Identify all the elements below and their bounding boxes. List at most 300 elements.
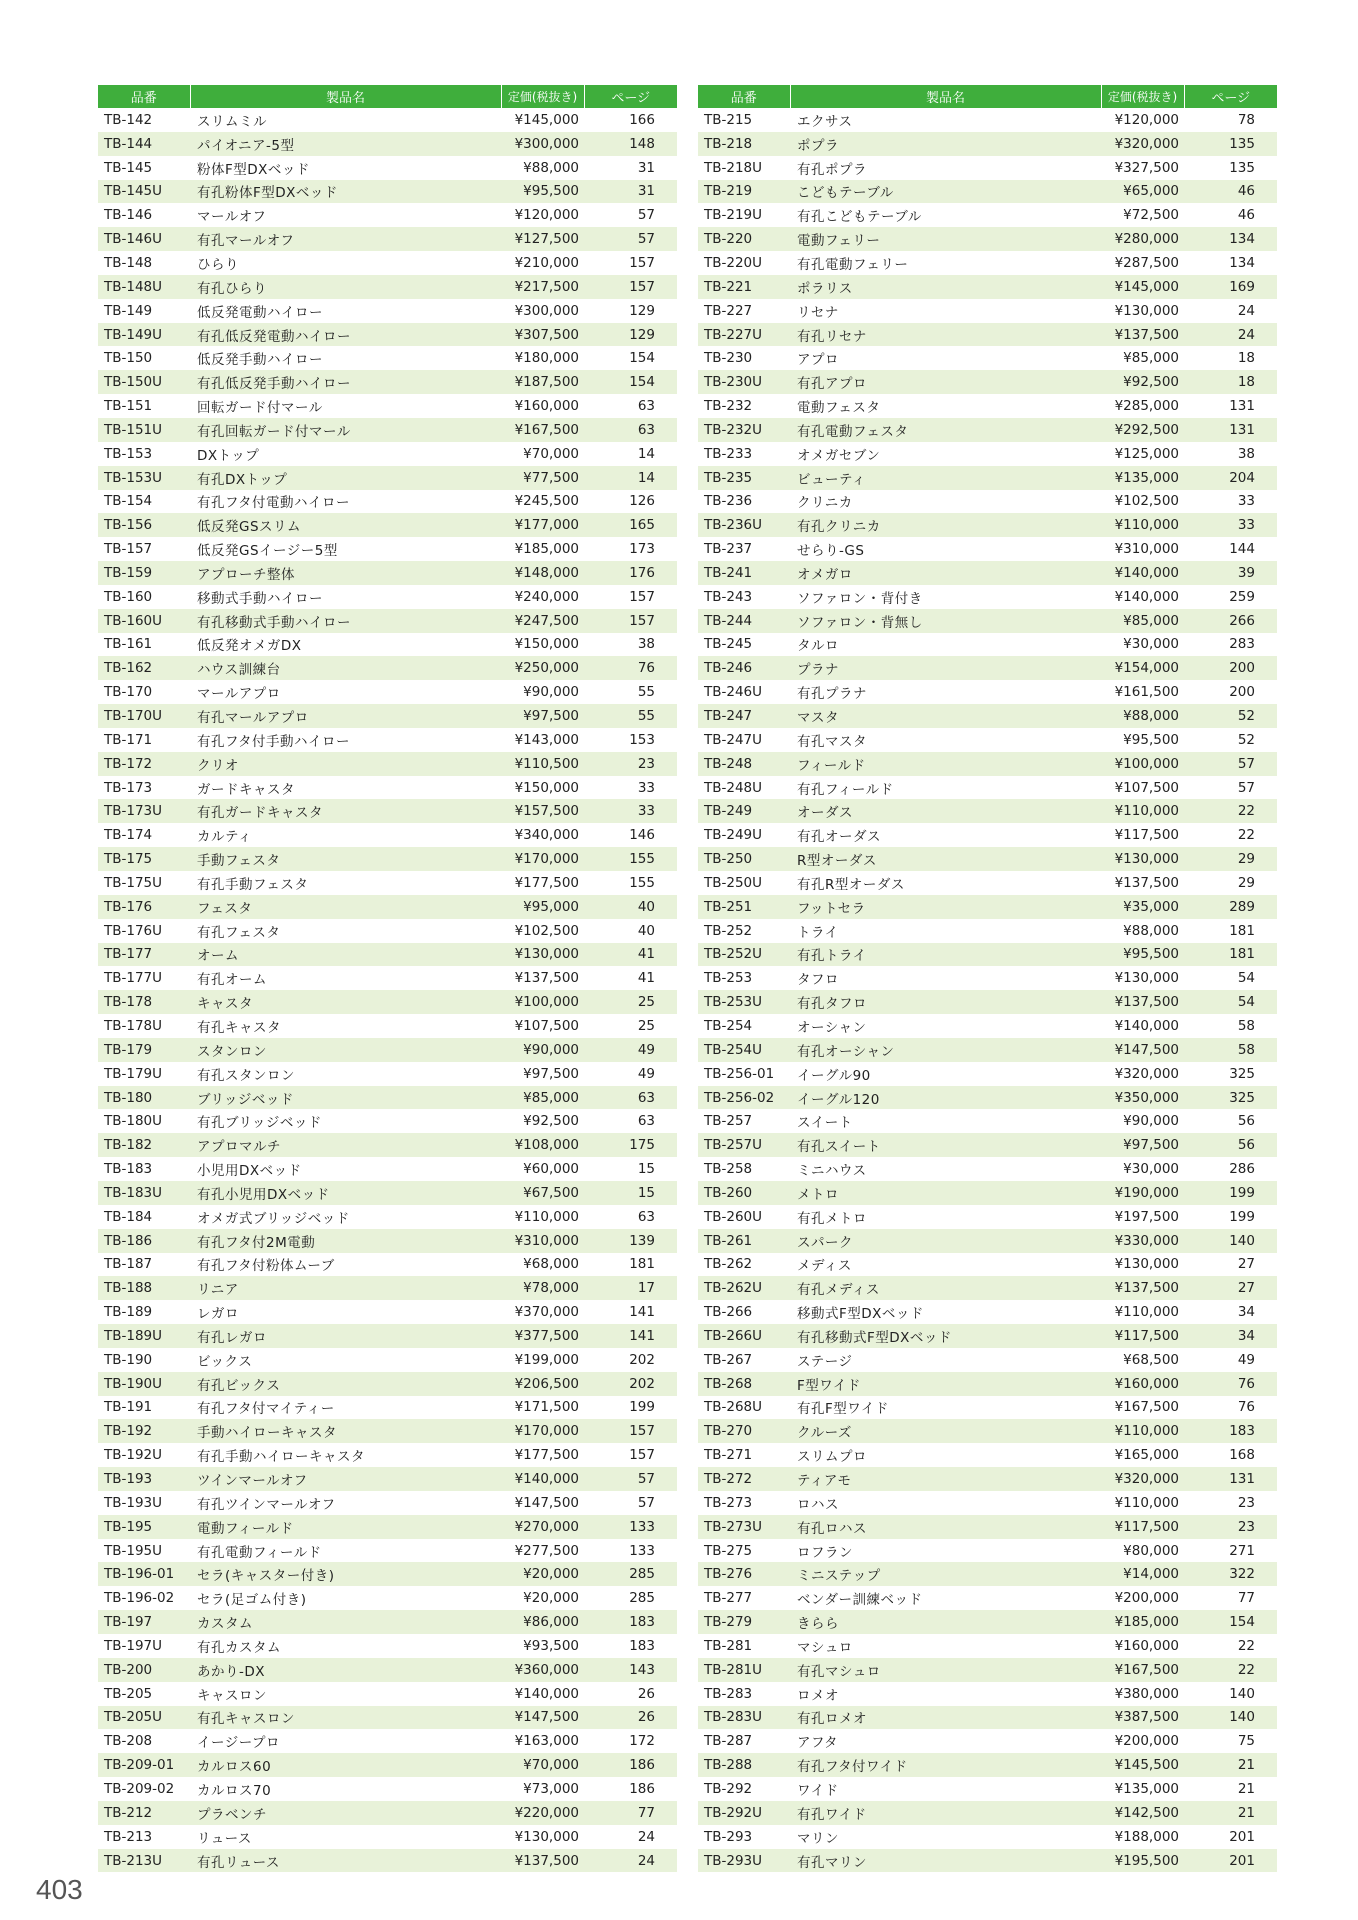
product-name: イーグル90 — [797, 1067, 871, 1084]
product-code: TB-195 — [98, 1515, 190, 1539]
table-row — [698, 1443, 1277, 1467]
product-code: TB-279 — [698, 1610, 790, 1634]
product-code: TB-156 — [98, 513, 190, 537]
product-code: TB-219U — [704, 207, 763, 224]
product-name: 移動式F型DXベッド — [797, 1306, 924, 1323]
table-row — [98, 108, 677, 132]
product-name: ティアモ — [790, 1467, 1101, 1491]
catalog-page: 181 — [1229, 922, 1255, 939]
catalog-page: 63 — [584, 1086, 677, 1110]
product-code: TB-250U — [704, 874, 763, 891]
product-code: TB-254U — [698, 1038, 790, 1062]
catalog-page: 39 — [1184, 561, 1277, 585]
table-row — [98, 1086, 677, 1110]
product-name: ソファロン・背付き — [797, 590, 923, 607]
product-name: 低反発オメガDX — [197, 638, 302, 655]
table-row — [98, 251, 677, 275]
catalog-page: 131 — [1184, 1467, 1277, 1491]
product-name: 有孔マールオフ — [190, 227, 501, 251]
catalog-page: 285 — [629, 1590, 655, 1607]
catalog-page: 139 — [584, 1229, 677, 1253]
product-code: TB-179 — [98, 1038, 190, 1062]
product-name: 有孔スイート — [790, 1133, 1101, 1157]
product-price: ¥130,000 — [501, 943, 584, 967]
product-code: TB-192 — [98, 1419, 190, 1443]
header-price: 定価(税抜き) — [1101, 85, 1184, 108]
table-row — [98, 156, 677, 180]
catalog-page: 322 — [1184, 1562, 1277, 1586]
product-price: ¥95,500 — [501, 180, 584, 204]
table-row — [698, 1729, 1277, 1753]
product-name: 有孔フタ付粉体ムーブ — [197, 1258, 335, 1275]
product-name: スタンロン — [190, 1038, 501, 1062]
catalog-page: 54 — [1184, 990, 1277, 1014]
product-code: TB-283U — [698, 1706, 790, 1730]
product-price: ¥85,000 — [501, 1086, 584, 1110]
header-page: ページ — [584, 85, 677, 108]
table-row — [98, 1562, 677, 1586]
product-name: ソファロン・背無し — [790, 609, 1101, 633]
catalog-page: 34 — [1184, 1324, 1277, 1348]
catalog-page: 40 — [584, 895, 677, 919]
product-code: TB-275 — [704, 1542, 753, 1559]
product-code: TB-179U — [104, 1065, 163, 1082]
product-price: ¥310,000 — [501, 1229, 584, 1253]
product-price: ¥320,000 — [1101, 132, 1184, 156]
product-code: TB-256-01 — [704, 1065, 775, 1082]
catalog-page: 24 — [1184, 323, 1277, 347]
product-price: ¥20,000 — [523, 1590, 579, 1607]
product-price: ¥77,500 — [501, 466, 584, 490]
table-row — [98, 1038, 677, 1062]
product-price: ¥140,000 — [1101, 561, 1184, 585]
product-code: TB-247U — [704, 731, 763, 748]
product-table-right — [698, 85, 1277, 1872]
table-row — [698, 1610, 1277, 1634]
catalog-page: 144 — [1229, 541, 1255, 558]
product-code: TB-277 — [704, 1590, 753, 1607]
catalog-page: 168 — [1229, 1447, 1255, 1464]
product-price: ¥90,000 — [523, 684, 579, 701]
product-price: ¥137,500 — [514, 970, 579, 987]
product-name: フィールド — [790, 752, 1101, 776]
table-row — [698, 871, 1277, 895]
table-row — [98, 1634, 677, 1658]
product-price: ¥280,000 — [1101, 227, 1184, 251]
table-row — [698, 1109, 1277, 1133]
catalog-page: 56 — [1237, 1113, 1255, 1130]
product-price: ¥145,000 — [1101, 275, 1184, 299]
product-price: ¥78,000 — [501, 1276, 584, 1300]
table-row — [98, 919, 677, 943]
product-code: TB-246U — [704, 684, 763, 701]
catalog-page: 146 — [629, 827, 655, 844]
product-code: TB-190U — [98, 1372, 190, 1396]
product-name: タフロ — [797, 972, 839, 989]
product-code: TB-273 — [704, 1494, 753, 1511]
product-code: TB-189 — [104, 1304, 153, 1321]
catalog-page: 63 — [637, 398, 655, 415]
catalog-page: 183 — [584, 1610, 677, 1634]
product-price: ¥247,500 — [501, 609, 584, 633]
catalog-page: 25 — [584, 990, 677, 1014]
product-price: ¥137,500 — [1101, 990, 1184, 1014]
product-price: ¥200,000 — [1114, 1590, 1179, 1607]
catalog-page: 49 — [584, 1038, 677, 1062]
product-code: TB-209-02 — [104, 1780, 175, 1797]
product-price: ¥102,500 — [1114, 493, 1179, 510]
product-name: オメガセブン — [797, 447, 881, 464]
table-row — [98, 1753, 677, 1777]
product-code: TB-146 — [104, 207, 153, 224]
product-code: TB-149 — [104, 302, 153, 319]
product-code: TB-183 — [104, 1161, 153, 1178]
table-row — [698, 513, 1277, 537]
product-name: 粉体F型DXベッド — [197, 161, 310, 178]
product-name: ベンダー訓練ベッド — [797, 1592, 923, 1609]
product-name: セラ(足ゴム付き) — [197, 1592, 307, 1609]
product-price: ¥30,000 — [1123, 1161, 1179, 1178]
product-name: ビックス — [197, 1353, 253, 1370]
product-price: ¥137,500 — [501, 1849, 584, 1873]
catalog-page: 57 — [637, 207, 655, 224]
product-price: ¥292,500 — [1101, 418, 1184, 442]
product-code: TB-292 — [704, 1780, 753, 1797]
catalog-page: 31 — [637, 159, 655, 176]
product-code: TB-209-01 — [98, 1753, 190, 1777]
catalog-page: 166 — [629, 111, 655, 128]
product-price: ¥167,500 — [501, 418, 584, 442]
product-price: ¥177,500 — [514, 874, 579, 891]
catalog-page: 135 — [1184, 132, 1277, 156]
table-row — [698, 442, 1277, 466]
product-price: ¥68,000 — [523, 1256, 579, 1273]
product-price: ¥143,000 — [514, 731, 579, 748]
product-code: TB-293 — [704, 1828, 753, 1845]
product-code: TB-248U — [704, 779, 763, 796]
product-name: オーシャン — [797, 1019, 867, 1036]
product-code: TB-221 — [698, 275, 790, 299]
product-code: TB-183U — [98, 1181, 190, 1205]
product-code: TB-197U — [104, 1637, 163, 1654]
table-row — [698, 799, 1277, 823]
product-price: ¥140,000 — [501, 1467, 584, 1491]
product-price: ¥72,500 — [1123, 207, 1179, 224]
product-name: オーム — [190, 943, 501, 967]
product-code: TB-245 — [704, 636, 753, 653]
product-code: TB-213U — [98, 1849, 190, 1873]
product-price: ¥157,500 — [501, 799, 584, 823]
table-row — [698, 1777, 1277, 1801]
product-name: ロメオ — [797, 1687, 839, 1704]
product-price: ¥70,000 — [501, 1753, 584, 1777]
product-price: ¥147,500 — [514, 1494, 579, 1511]
catalog-page: 140 — [1184, 1229, 1277, 1253]
table-row — [98, 895, 677, 919]
product-name: 低反発手動ハイロー — [197, 352, 323, 369]
product-code: TB-220U — [704, 254, 763, 271]
catalog-page: 22 — [1237, 1637, 1255, 1654]
product-name: 有孔ブリッジベッド — [197, 1115, 322, 1132]
catalog-page: 204 — [1184, 466, 1277, 490]
product-code: TB-268 — [698, 1372, 790, 1396]
product-name: クリニカ — [797, 495, 853, 512]
table-row — [98, 1539, 677, 1563]
product-price: ¥130,000 — [1101, 847, 1184, 871]
table-row — [98, 1682, 677, 1706]
product-price: ¥110,000 — [1101, 799, 1184, 823]
catalog-page: 63 — [584, 418, 677, 442]
table-row — [98, 728, 677, 752]
product-price: ¥140,000 — [514, 1685, 579, 1702]
product-name: イーグル120 — [790, 1086, 1101, 1110]
product-price: ¥160,000 — [1114, 1637, 1179, 1654]
product-price: ¥85,000 — [1123, 350, 1179, 367]
table-row — [698, 1014, 1277, 1038]
product-name: クリオ — [190, 752, 501, 776]
table-row — [698, 1086, 1277, 1110]
product-price: ¥161,500 — [1114, 684, 1179, 701]
product-name: スイート — [797, 1115, 853, 1132]
catalog-page: 141 — [584, 1324, 677, 1348]
catalog-page: 181 — [1184, 943, 1277, 967]
product-price: ¥120,000 — [514, 207, 579, 224]
product-code: TB-230U — [698, 370, 790, 394]
table-row — [98, 346, 677, 370]
product-price: ¥30,000 — [1123, 636, 1179, 653]
product-code: TB-172 — [98, 752, 190, 776]
product-code: TB-187 — [104, 1256, 153, 1273]
table-row — [698, 1181, 1277, 1205]
table-row — [98, 1586, 677, 1610]
catalog-page: 129 — [584, 323, 677, 347]
product-name: ガードキャスタ — [197, 781, 295, 798]
product-price: ¥287,500 — [1114, 254, 1179, 271]
product-code: TB-232 — [704, 398, 753, 415]
catalog-page: 140 — [1229, 1685, 1255, 1702]
table-row — [698, 275, 1277, 299]
product-price: ¥150,000 — [514, 636, 579, 653]
product-code: TB-160U — [98, 609, 190, 633]
table-row — [98, 466, 677, 490]
catalog-page: 154 — [629, 350, 655, 367]
catalog-page: 153 — [629, 731, 655, 748]
table-row — [698, 1396, 1277, 1420]
product-code: TB-220 — [698, 227, 790, 251]
catalog-page: 41 — [584, 943, 677, 967]
table-row — [698, 704, 1277, 728]
product-code: TB-161 — [104, 636, 153, 653]
product-name: ブリッジベッド — [190, 1086, 501, 1110]
product-name: 有孔トライ — [790, 943, 1101, 967]
product-name: アプロマルチ — [190, 1133, 501, 1157]
catalog-page: 29 — [1184, 847, 1277, 871]
table-row — [98, 1801, 677, 1825]
catalog-page: 18 — [1237, 350, 1255, 367]
product-code: TB-154 — [104, 493, 153, 510]
catalog-page: 49 — [637, 1065, 655, 1082]
catalog-page: 76 — [1184, 1372, 1277, 1396]
product-code: TB-148U — [98, 275, 190, 299]
table-row — [98, 1229, 677, 1253]
catalog-page: 172 — [629, 1733, 655, 1750]
product-price: ¥90,000 — [501, 1038, 584, 1062]
product-code: TB-145 — [104, 159, 153, 176]
table-row — [698, 1491, 1277, 1515]
catalog-page: 157 — [584, 609, 677, 633]
catalog-page: 54 — [1237, 970, 1255, 987]
product-code: TB-227U — [698, 323, 790, 347]
product-name: 有孔フェスタ — [197, 924, 281, 941]
product-code: TB-176 — [98, 895, 190, 919]
table-row — [698, 251, 1277, 275]
table-row — [698, 1825, 1277, 1849]
catalog-page: 129 — [629, 302, 655, 319]
table-row — [698, 1038, 1277, 1062]
product-name: 有孔プラナ — [797, 686, 867, 703]
catalog-page: 57 — [1184, 752, 1277, 776]
product-code: TB-195U — [104, 1542, 163, 1559]
product-code: TB-177 — [98, 943, 190, 967]
product-code: TB-241 — [698, 561, 790, 585]
table-row — [98, 776, 677, 800]
product-name: セラ(キャスター付き) — [190, 1562, 501, 1586]
catalog-page: 286 — [1229, 1161, 1255, 1178]
catalog-page: 157 — [584, 1419, 677, 1443]
product-price: ¥245,500 — [514, 493, 579, 510]
catalog-page: 21 — [1184, 1801, 1277, 1825]
table-row — [98, 1849, 677, 1873]
product-price: ¥95,000 — [501, 895, 584, 919]
product-name: R型オーダス — [790, 847, 1101, 871]
product-name: フットセラ — [790, 895, 1101, 919]
product-name: スリムプロ — [797, 1449, 867, 1466]
table-row — [98, 799, 677, 823]
product-name: 有孔ワイド — [790, 1801, 1101, 1825]
product-code: TB-205 — [104, 1685, 153, 1702]
product-price: ¥170,000 — [501, 1419, 584, 1443]
product-price: ¥240,000 — [514, 588, 579, 605]
catalog-page: 23 — [1237, 1494, 1255, 1511]
catalog-page: 57 — [637, 1494, 655, 1511]
product-name: アプロ — [797, 352, 839, 369]
catalog-page: 31 — [584, 180, 677, 204]
product-name: 有孔クリニカ — [790, 513, 1101, 537]
product-price: ¥86,000 — [501, 1610, 584, 1634]
table-row — [98, 1157, 677, 1181]
catalog-page: 23 — [584, 752, 677, 776]
catalog-page: 131 — [1184, 418, 1277, 442]
table-row — [98, 1658, 677, 1682]
product-price: ¥217,500 — [501, 275, 584, 299]
product-name: オーダス — [790, 799, 1101, 823]
product-code: TB-246 — [698, 656, 790, 680]
product-price: ¥340,000 — [514, 827, 579, 844]
table-row — [98, 680, 677, 704]
product-name: 有孔マスタ — [797, 733, 867, 750]
product-code: TB-173 — [104, 779, 153, 796]
table-row — [698, 346, 1277, 370]
catalog-page: 183 — [1184, 1419, 1277, 1443]
header-page: ページ — [1184, 85, 1277, 108]
catalog-page: 15 — [637, 1161, 655, 1178]
product-price: ¥60,000 — [523, 1161, 579, 1178]
product-name: 有孔フタ付電動ハイロー — [197, 495, 351, 512]
table-row — [698, 776, 1277, 800]
table-row — [698, 1467, 1277, 1491]
catalog-page: 38 — [1237, 445, 1255, 462]
catalog-page: 201 — [1229, 1828, 1255, 1845]
product-price: ¥380,000 — [1114, 1685, 1179, 1702]
product-code: TB-243 — [704, 588, 753, 605]
product-code: TB-171 — [104, 731, 153, 748]
table-row — [98, 1133, 677, 1157]
product-name: 有孔低反発電動ハイロー — [190, 323, 501, 347]
table-row — [98, 418, 677, 442]
product-price: ¥97,500 — [523, 1065, 579, 1082]
product-code: TB-254 — [704, 1017, 753, 1034]
product-name: 有孔キャスロン — [190, 1706, 501, 1730]
table-row — [98, 871, 677, 895]
product-name: DXトップ — [197, 447, 260, 464]
table-row — [98, 704, 677, 728]
product-name: キャスロン — [197, 1687, 267, 1704]
catalog-page: 56 — [1184, 1133, 1277, 1157]
product-name: 有孔ビックス — [190, 1372, 501, 1396]
product-price: ¥117,500 — [1101, 1515, 1184, 1539]
catalog-page: 58 — [1237, 1017, 1255, 1034]
catalog-page: 55 — [584, 704, 677, 728]
catalog-page: 325 — [1184, 1086, 1277, 1110]
table-row — [98, 1324, 677, 1348]
product-code: TB-253U — [698, 990, 790, 1014]
catalog-page: 17 — [584, 1276, 677, 1300]
table-row — [698, 418, 1277, 442]
product-name: 有孔R型オーダス — [797, 876, 905, 893]
product-code: TB-219 — [698, 180, 790, 204]
product-name: マールオフ — [197, 209, 267, 226]
page-number: 403 — [36, 1874, 83, 1905]
table-row — [698, 490, 1277, 514]
product-name: クルーズ — [790, 1419, 1101, 1443]
product-price: ¥120,000 — [1114, 111, 1179, 128]
table-row — [98, 1276, 677, 1300]
product-name: 有孔ロハス — [790, 1515, 1101, 1539]
product-price: ¥137,500 — [1101, 1276, 1184, 1300]
product-price: ¥180,000 — [514, 350, 579, 367]
table-row — [698, 1324, 1277, 1348]
product-price: ¥35,000 — [1101, 895, 1184, 919]
product-name: 有孔ガードキャスタ — [190, 799, 501, 823]
product-price: ¥130,000 — [1114, 970, 1179, 987]
product-code: TB-237 — [704, 541, 753, 558]
product-name: 有孔フタ付手動ハイロー — [197, 733, 351, 750]
catalog-page: 26 — [584, 1706, 677, 1730]
catalog-page: 173 — [629, 541, 655, 558]
catalog-page: 33 — [1184, 513, 1277, 537]
table-row — [698, 1419, 1277, 1443]
catalog-page: 157 — [629, 588, 655, 605]
product-name: 移動式手動ハイロー — [197, 590, 323, 607]
table-row — [698, 1157, 1277, 1181]
product-price: ¥125,000 — [1114, 445, 1179, 462]
catalog-page: 169 — [1184, 275, 1277, 299]
product-code: TB-153U — [98, 466, 190, 490]
table-row — [698, 1205, 1277, 1229]
product-price: ¥88,000 — [523, 159, 579, 176]
product-name: ビューティ — [790, 466, 1101, 490]
catalog-page: 199 — [1184, 1181, 1277, 1205]
